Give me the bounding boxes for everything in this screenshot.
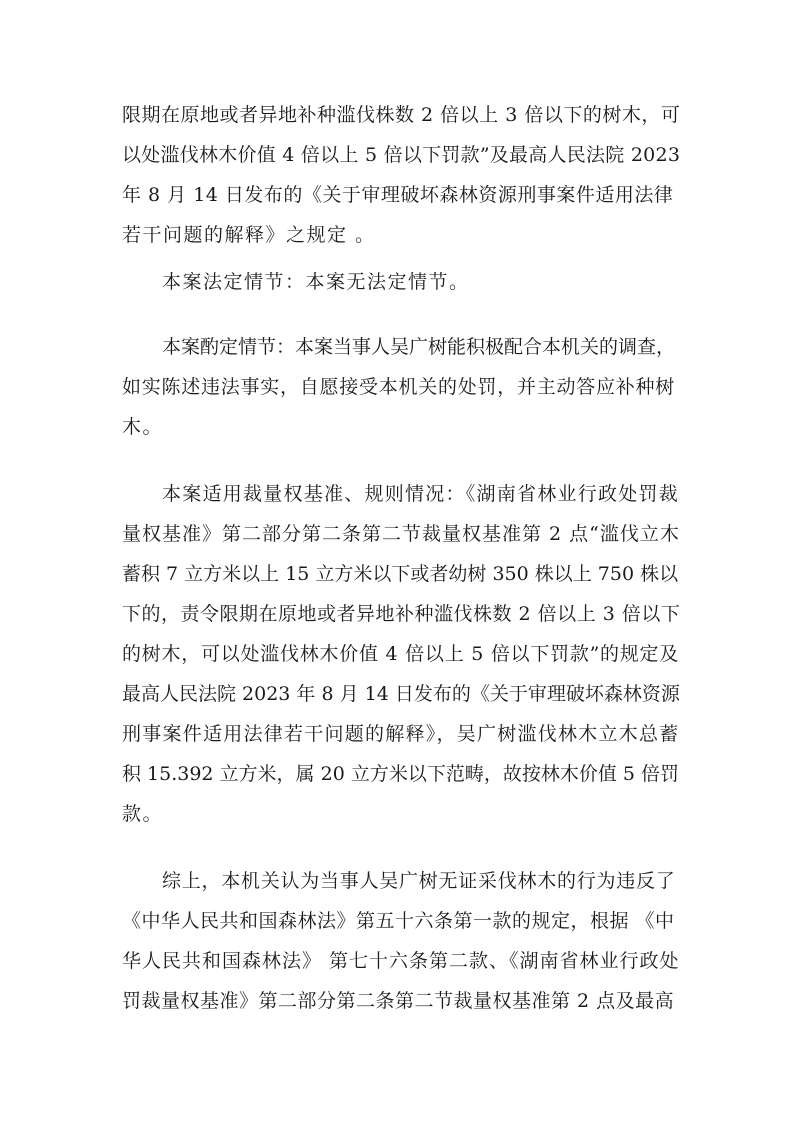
- text-line: 限期在原地或者异地补种滥伐株数 2 倍以上 3 倍以下的树木，可: [122, 104, 681, 126]
- text-line: 若干问题的解释》之规定 。: [122, 224, 376, 246]
- text-line: 蓄积 7 立方米以上 15 立方米以下或者幼树 350 株以上 750 株以: [122, 563, 679, 585]
- text-line: 以处滥伐林木价值 4 倍以上 5 倍以下罚款”及最高人民法院 2023: [122, 144, 681, 166]
- text-line: 年 8 月 14 日发布的《关于审理破坏森林资源刑事案件适用法律: [122, 184, 674, 206]
- text-line: 罚裁量权基准》第二部分第二条第二节裁量权基准第 2 点及最高: [122, 990, 675, 1012]
- text-line: 综上，本机关认为当事人吴广树无证采伐林木的行为违反了: [162, 870, 676, 892]
- text-line: 华人民共和国森林法》 第七十六条第二款、《湖南省林业行政处: [122, 950, 680, 972]
- text-line: 最高人民法院 2023 年 8 月 14 日发布的《关于审理破坏森林资源: [122, 683, 680, 705]
- text-line: 下的，责令限期在原地或者异地补种滥伐株数 2 倍以上 3 倍以下: [122, 603, 681, 625]
- text-line: 本案酌定情节：本案当事人吴广树能积极配合本机关的调查，: [162, 336, 676, 358]
- text-line: 刑事案件适用法律若干问题的解释》，吴广树滥伐林木立木总蓄: [122, 723, 680, 745]
- text-line: 《中华人民共和国森林法》第五十六条第一款的规定，根据 《中: [122, 910, 675, 932]
- text-line: 本案法定情节：本案无法定情节。: [162, 271, 470, 293]
- text-line: 本案适用裁量权基准、规则情况：《湖南省林业行政处罚裁: [162, 483, 680, 505]
- text-line: 积 15.392 立方米，属 20 立方米以下范畴，故按林木价值 5 倍罚: [122, 763, 679, 785]
- text-line: 款。: [122, 803, 164, 825]
- text-line: 木。: [122, 416, 164, 438]
- text-line: 量权基准》第二部分第二条第二节裁量权基准第 2 点“滥伐立木: [122, 523, 680, 545]
- text-line: 的树木，可以处滥伐林木价值 4 倍以上 5 倍以下罚款”的规定及: [122, 643, 680, 665]
- text-line: 如实陈述违法事实，自愿接受本机关的处罚，并主动答应补种树: [122, 376, 676, 398]
